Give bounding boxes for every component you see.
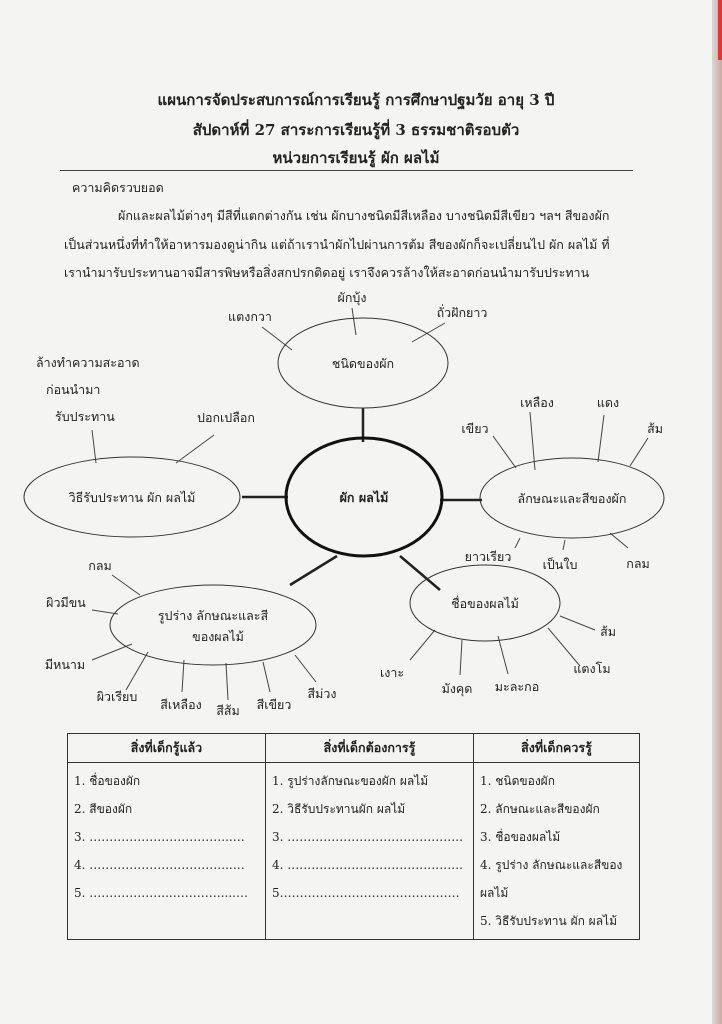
list-item: 1. ชื่อของผัก xyxy=(74,774,141,788)
paper-edge-mark xyxy=(718,0,722,60)
center-label: ผัก ผลไม้ xyxy=(339,490,389,505)
list-item: 3. ชื่อของผลไม้ xyxy=(480,830,561,844)
leaf-yellow: เหลือง xyxy=(520,395,554,410)
cell-should-know xyxy=(474,763,640,940)
header-want-to-know: สิ่งที่เด็กต้องการรู้ xyxy=(266,734,474,763)
leaf-purple: สีม่วง xyxy=(307,686,337,701)
list-item: 4. ……………………………...… xyxy=(74,858,245,872)
unit-title: หน่วยการเรียนรู้ ผัก ผลไม้ xyxy=(272,149,440,167)
veg-color-label: ลักษณะและสีของผัก xyxy=(517,491,627,506)
list-item: 4. รูปร่าง ลักษณะและสีของผลไม้ xyxy=(480,858,623,900)
fruit-shape-label-2: ของผลไม้ xyxy=(192,629,244,644)
concept-line-3: เรานำมารับประทานอาจมีสารพิษหรือสิ่งสกปรกติดอยู่ เราจึงควรล้างให้สะอาดก่อนนำมารับประทาน xyxy=(64,265,590,280)
leaf-round-fruit: กลม xyxy=(88,558,112,573)
cell-known xyxy=(68,763,266,940)
leaf-yellow-fruit: สีเหลือง xyxy=(160,697,202,712)
leaf-rambutan: เงาะ xyxy=(379,665,405,680)
leaf-orange-fruit: ส้ม xyxy=(600,624,616,639)
leaf-watermelon: แตงโม xyxy=(573,661,611,676)
leaf-leafy: เป็นใบ xyxy=(542,557,578,572)
leaf-peel: ปอกเปลือก xyxy=(197,410,255,425)
leaf-round-veg: กลม xyxy=(626,556,650,571)
fruit-names-label: ชื่อของผลไม้ xyxy=(451,596,519,611)
week-subtitle: สัปดาห์ที่ 27 สาระการเรียนรู้ที่ 3 ธรรมชาติรอบตัว xyxy=(192,121,520,139)
leaf-mangosteen: มังคุด xyxy=(441,681,473,696)
leaf-wash-clean: ล้างทำความสะอาด xyxy=(36,355,140,370)
plan-title: แผนการจัดประสบการณ์การเรียนรู้ การศึกษาปฐมวัย อายุ 3 ปี xyxy=(157,91,555,109)
header-should-know: สิ่งที่เด็กควรรู้ xyxy=(474,734,640,763)
leaf-to-eat: รับประทาน xyxy=(55,409,115,424)
list-item: 1. ชนิดของผัก xyxy=(480,774,555,788)
list-item: 3. ……………………………...… xyxy=(74,830,245,844)
leaf-cucumber: แตงกวา xyxy=(228,309,272,324)
header-known: สิ่งที่เด็กรู้แล้ว xyxy=(68,734,266,763)
leaf-orange-color: สีส้ม xyxy=(216,703,240,718)
concept-line-1: ผักและผลไม้ต่างๆ มีสีที่แตกต่างกัน เช่น ผักบางชนิดมีสีเหลือง บางชนิดมีสีเขียว ฯลฯ สีของผัก xyxy=(118,208,610,223)
list-item: 2. สีของผัก xyxy=(74,802,133,816)
leaf-smooth-skin: ผิวเรียบ xyxy=(96,689,138,704)
leaf-before-bringing: ก่อนนำมา xyxy=(46,382,101,397)
learning-table xyxy=(67,733,640,940)
leaf-hairy-skin: ผิวมีขน xyxy=(46,595,86,610)
table-row xyxy=(68,763,640,940)
concept-line-2: เป็นส่วนหนึ่งที่ทำให้อาหารมองดูน่ากิน แต่ถ้าเรานำผักไปผ่านการต้ม สีของผักก็จะเปลี่ยนไป ผัก ผลไม้ ที่ xyxy=(64,237,610,252)
list-item: 2. วิธีรับประทานผัก ผลไม้ xyxy=(272,802,406,816)
list-item: 5……………………………………… xyxy=(272,886,460,900)
leaf-green: เขียว xyxy=(461,421,489,436)
leaf-green-fruit: สีเขียว xyxy=(256,697,292,712)
leaf-long-slim: ยาวเรียว xyxy=(464,549,512,564)
leaf-papaya: มะละกอ xyxy=(494,679,540,694)
leaf-thorny: มีหนาม xyxy=(44,657,86,672)
leaf-orange: ส้ม xyxy=(647,421,663,436)
node-fruit-shape xyxy=(110,585,316,665)
leaf-morning-glory: ผักบุ้ง xyxy=(337,290,367,305)
leaf-red: แดง xyxy=(596,395,620,410)
list-item: 1. รูปร่างลักษณะของผัก ผลไม้ xyxy=(272,774,429,788)
paper-edge xyxy=(712,0,722,1024)
veg-types-label: ชนิดของผัก xyxy=(331,356,395,371)
concept-heading: ความคิดรวบยอด xyxy=(72,180,164,195)
list-item: 5. วิธีรับประทาน ผัก ผลไม้ xyxy=(480,914,618,928)
list-item: 3. …………………………………….. xyxy=(272,830,463,844)
fruit-shape-label-1: รูปร่าง ลักษณะและสี xyxy=(157,608,269,623)
cell-want-to-know xyxy=(266,763,474,940)
list-item: 2. ลักษณะและสีของผัก xyxy=(480,802,600,816)
list-item: 4. …………………………………….. xyxy=(272,858,463,872)
table-header-row xyxy=(68,734,640,763)
leaf-long-bean: ถั่วฝักยาว xyxy=(436,305,488,320)
list-item: 5. ………………...…………....… xyxy=(74,886,248,900)
eating-label: วิธีรับประทาน ผัก ผลไม้ xyxy=(68,490,196,505)
